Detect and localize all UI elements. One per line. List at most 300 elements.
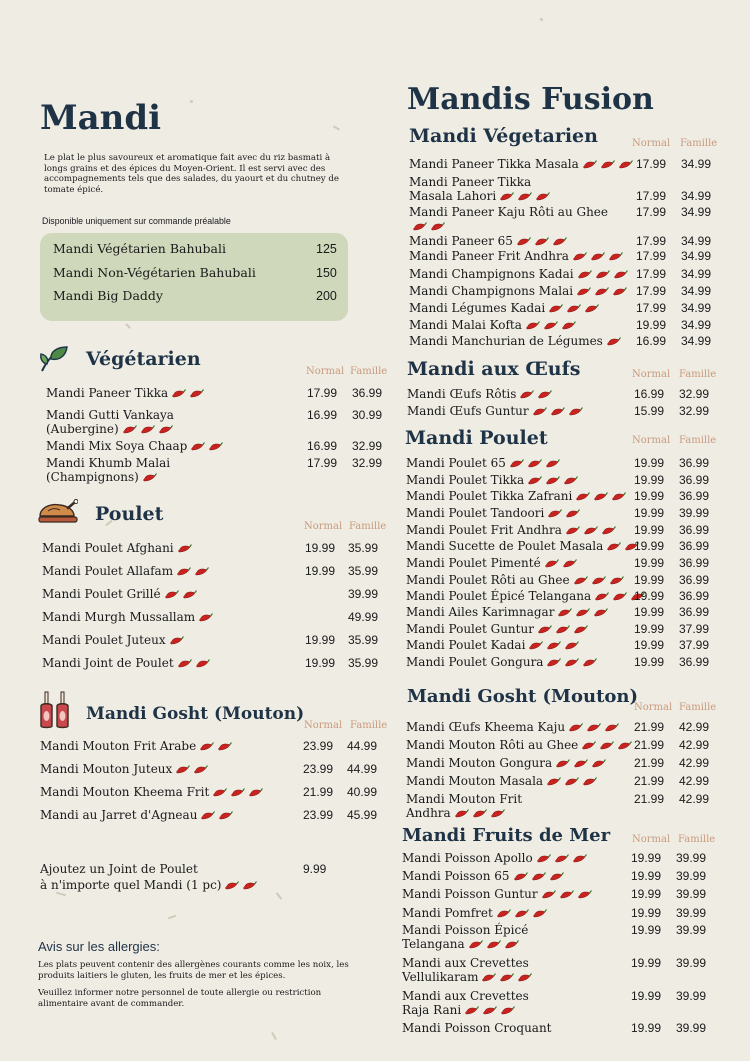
chili-pepper-icon — [546, 476, 560, 485]
chili-pepper-icon — [482, 973, 496, 982]
menu-item — [409, 267, 628, 281]
price-normal: 17.99 — [636, 249, 667, 263]
price-normal: 19.99 — [634, 622, 665, 636]
chili-pepper-icon — [607, 542, 621, 551]
allergy-text-1: Les plats peuvent contenir des allergènes courants comme les noix, les produits laitiers le gluten, les fruits de mer et les épices. — [38, 960, 349, 981]
price-famille: 45.99 — [347, 808, 378, 822]
menu-item-name: Mandi Poulet Frit Andhra — [406, 523, 562, 537]
special-item-price: 125 — [316, 242, 337, 256]
chili-pepper-icon — [195, 567, 209, 576]
chili-pepper-icon — [213, 788, 227, 797]
menu-item-name: Mandi Poisson Apollo — [402, 851, 533, 865]
chili-pepper-icon — [505, 940, 519, 949]
chili-pepper-icon — [141, 425, 155, 434]
price-famille: 39.99 — [676, 1021, 707, 1035]
menu-item-name: Mandi Poulet Épicé Telangana — [406, 589, 592, 603]
menu-item — [42, 633, 184, 647]
chili-pepper-icon — [536, 192, 550, 201]
chili-pepper-icon — [609, 252, 623, 261]
price-normal: 19.99 — [631, 989, 662, 1003]
price-normal: 16.99 — [634, 387, 665, 401]
price-normal: 17.99 — [636, 267, 667, 281]
oeufs-famille-header: Famille — [679, 369, 717, 380]
menu-item — [406, 473, 578, 487]
chili-pepper-icon — [591, 252, 605, 261]
price-famille: 39.99 — [676, 923, 707, 937]
menu-item — [406, 556, 577, 570]
chili-pepper-icon — [172, 389, 186, 398]
menu-item — [409, 234, 567, 248]
price-normal: 16.99 — [307, 408, 338, 422]
chili-pepper-icon — [569, 407, 583, 416]
rveg-famille-header: Famille — [680, 138, 718, 149]
menu-item-name: Mandi Manchurian de Légumes — [409, 334, 603, 348]
chili-pepper-icon — [544, 321, 558, 330]
price-famille: 36.99 — [679, 523, 710, 537]
menu-item — [40, 739, 232, 753]
rgosht-title: Mandi Gosht (Mouton) — [407, 686, 639, 707]
chili-pepper-icon — [619, 160, 633, 169]
price-famille: 42.99 — [679, 738, 710, 752]
chili-pepper-icon — [231, 788, 245, 797]
menu-item-name: Mandi Paneer Tikka Masala — [409, 157, 579, 171]
menu-item — [409, 175, 559, 203]
menu-item-name: Mandi Champignons Malai — [409, 284, 574, 298]
roast-chicken-icon — [38, 498, 78, 528]
chili-pepper-icon — [520, 390, 534, 399]
chili-pepper-icon — [607, 337, 621, 346]
menu-item-name: Mandi Poulet 65 — [406, 456, 506, 470]
chili-pepper-icon — [500, 192, 514, 201]
price-famille: 34.99 — [681, 318, 712, 332]
chili-pepper-icon — [566, 526, 580, 535]
chili-pepper-icon — [548, 509, 562, 518]
chili-pepper-icon — [542, 890, 556, 899]
mer-famille-header: Famille — [678, 834, 716, 845]
chili-pepper-icon — [535, 237, 549, 246]
chili-pepper-icon — [528, 459, 542, 468]
oeufs-normal-header: Normal — [632, 369, 671, 380]
price-normal: 17.99 — [307, 456, 338, 470]
menu-item — [406, 622, 588, 636]
chili-pepper-icon — [565, 777, 579, 786]
menu-item-name: Mandi Khumb Malai (Champignons) — [46, 456, 171, 484]
chili-pepper-icon — [469, 940, 483, 949]
price-normal: 19.99 — [305, 656, 336, 670]
special-item-name: Mandi Big Daddy — [53, 288, 163, 303]
price-famille: 36.99 — [679, 605, 710, 619]
chili-pepper-icon — [483, 1006, 497, 1015]
chili-pepper-icon — [501, 1006, 515, 1015]
price-normal: 17.99 — [307, 386, 338, 400]
paper-fleck — [540, 18, 543, 21]
price-famille: 39.99 — [676, 869, 707, 883]
price-famille: 39.99 — [676, 887, 707, 901]
menu-item — [406, 539, 639, 553]
price-famille: 35.99 — [348, 633, 379, 647]
menu-item — [406, 456, 560, 470]
chili-pepper-icon — [574, 625, 588, 634]
menu-item — [407, 404, 583, 418]
menu-item-name: Mandi Poulet Tikka — [406, 473, 525, 487]
menu-item-name: Mandi Mouton Gongura — [406, 756, 553, 770]
price-famille: 30.99 — [352, 408, 383, 422]
chili-pepper-icon — [585, 304, 599, 313]
price-famille: 42.99 — [679, 792, 710, 806]
price-famille: 32.99 — [679, 404, 710, 418]
menu-item — [407, 387, 552, 401]
chili-pepper-icon — [569, 723, 583, 732]
mandi-description: Le plat le plus savoureux et aromatique fait avec du riz basmati à longs grains et des épices du Moyen-Orient. Il est servi avec des accompagnements tels que des salades, du yaourt et du chutney de tomate épicé. — [44, 153, 339, 195]
chili-pepper-icon — [592, 576, 606, 585]
price-normal: 21.99 — [634, 720, 665, 734]
menu-item — [406, 655, 597, 669]
price-normal: 19.99 — [631, 851, 662, 865]
chili-pepper-icon — [537, 854, 551, 863]
rpoulet-title: Mandi Poulet — [405, 427, 548, 449]
menu-item-name: Mandi Poulet Rôti au Ghee — [406, 573, 570, 587]
chili-pepper-icon — [243, 881, 257, 890]
chili-pepper-icon — [546, 459, 560, 468]
chili-pepper-icon — [576, 492, 590, 501]
chili-pepper-icon — [201, 811, 215, 820]
chili-pepper-icon — [177, 567, 191, 576]
price-normal: 21.99 — [303, 785, 334, 799]
paper-fleck — [125, 323, 131, 329]
lamb-chops-icon — [38, 690, 78, 730]
menu-item — [402, 851, 587, 865]
gosht-famille-header: Famille — [350, 720, 388, 731]
menu-item-name: Mandi Joint de Poulet — [42, 656, 174, 670]
price-famille: 35.99 — [348, 564, 379, 578]
chili-pepper-icon — [191, 442, 205, 451]
oeufs-title: Mandi aux Œufs — [407, 358, 581, 380]
chili-pepper-icon — [558, 608, 572, 617]
special-item-price: 150 — [316, 266, 337, 280]
poulet-famille-header: Famille — [349, 521, 387, 532]
price-famille: 32.99 — [352, 439, 383, 453]
menu-item — [409, 157, 633, 171]
mer-title: Mandi Fruits de Mer — [402, 825, 611, 846]
chili-pepper-icon — [582, 741, 596, 750]
menu-item — [46, 456, 196, 484]
paper-fleck — [190, 100, 193, 103]
menu-item-name: Mandi Paneer Frit Andhra — [409, 249, 569, 263]
price-famille: 39.99 — [679, 506, 710, 520]
poulet-title: Poulet — [95, 503, 164, 525]
chili-pepper-icon — [574, 576, 588, 585]
chili-pepper-icon — [556, 759, 570, 768]
chili-pepper-icon — [553, 237, 567, 246]
chili-pepper-icon — [584, 526, 598, 535]
menu-item-name: Mandi Poulet Pimenté — [406, 556, 541, 570]
chili-pepper-icon — [159, 425, 173, 434]
price-famille: 39.99 — [348, 587, 379, 601]
price-normal: 17.99 — [636, 284, 667, 298]
price-famille: 36.99 — [679, 573, 710, 587]
chili-pepper-icon — [549, 304, 563, 313]
chili-pepper-icon — [592, 759, 606, 768]
menu-item-name: Mandi Malai Kofta — [409, 318, 522, 332]
rgosht-normal-header: Normal — [634, 702, 673, 713]
menu-item — [42, 541, 192, 555]
chili-pepper-icon — [613, 287, 627, 296]
menu-item-name: Mandi au Jarret d'Agneau — [40, 808, 198, 822]
chili-pepper-icon — [601, 160, 615, 169]
chili-pepper-icon — [183, 590, 197, 599]
price-famille: 34.99 — [681, 157, 712, 171]
chili-pepper-icon — [533, 909, 547, 918]
menu-item-name: Mandi Poulet Tikka Zafrani — [406, 489, 573, 503]
chili-pepper-icon — [200, 742, 214, 751]
menu-item-name: Mandi Œufs Rôtis — [407, 387, 517, 401]
special-item-name: Mandi Végétarien Bahubali — [53, 241, 227, 256]
price-famille: 34.99 — [681, 267, 712, 281]
addon-line1: Ajoutez un Joint de Poulet — [40, 862, 198, 876]
price-famille: 37.99 — [679, 622, 710, 636]
price-famille: 39.99 — [676, 989, 707, 1003]
chili-pepper-icon — [562, 321, 576, 330]
menu-item — [402, 923, 542, 951]
menu-item — [406, 523, 616, 537]
price-normal: 19.99 — [631, 869, 662, 883]
price-famille: 42.99 — [679, 720, 710, 734]
price-normal: 16.99 — [636, 334, 667, 348]
price-normal: 23.99 — [303, 762, 334, 776]
price-famille: 42.99 — [679, 756, 710, 770]
chili-pepper-icon — [587, 723, 601, 732]
menu-item — [402, 989, 552, 1017]
chili-pepper-icon — [605, 723, 619, 732]
price-famille: 34.99 — [681, 334, 712, 348]
menu-item-name: Mandi Poisson Croquant — [402, 1021, 552, 1035]
chili-pepper-icon — [556, 625, 570, 634]
menu-item-name: Mandi Paneer Kaju Rôti au Ghee — [409, 205, 609, 219]
menu-item — [406, 489, 626, 503]
price-famille: 32.99 — [679, 387, 710, 401]
chili-pepper-icon — [487, 940, 501, 949]
chili-pepper-icon — [219, 811, 233, 820]
price-normal: 21.99 — [634, 738, 665, 752]
menu-item-name: Mandi Poisson Épicé Telangana — [402, 923, 529, 951]
chili-pepper-icon — [225, 881, 239, 890]
chili-pepper-icon — [600, 741, 614, 750]
chili-pepper-icon — [500, 973, 514, 982]
price-normal: 19.99 — [634, 556, 665, 570]
menu-item-name: Mandi Poulet Guntur — [406, 622, 534, 636]
price-normal: 19.99 — [634, 638, 665, 652]
menu-item-name: Mandi Mouton Masala — [406, 774, 544, 788]
price-famille: 34.99 — [681, 205, 712, 219]
menu-item-name: Mandi Poisson Guntur — [402, 887, 538, 901]
right-title: Mandis Fusion — [407, 82, 654, 117]
menu-item-name: Mandi Sucette de Poulet Masala — [406, 539, 604, 553]
chili-pepper-icon — [618, 741, 632, 750]
price-normal: 19.99 — [634, 539, 665, 553]
chili-pepper-icon — [573, 252, 587, 261]
menu-item — [42, 587, 197, 601]
menu-item — [42, 564, 209, 578]
price-famille: 40.99 — [347, 785, 378, 799]
price-normal: 19.99 — [631, 956, 662, 970]
menu-item-name: Mandi Poulet Juteux — [42, 633, 166, 647]
menu-item-name: Mandi Œufs Kheema Kaju — [406, 720, 566, 734]
price-famille: 34.99 — [681, 189, 712, 203]
chili-pepper-icon — [199, 613, 213, 622]
chili-pepper-icon — [573, 854, 587, 863]
price-normal: 19.99 — [631, 887, 662, 901]
menu-item — [409, 205, 609, 233]
price-famille: 42.99 — [679, 774, 710, 788]
menu-item — [409, 301, 599, 315]
price-normal: 21.99 — [634, 792, 665, 806]
price-famille: 34.99 — [681, 249, 712, 263]
chili-pepper-icon — [518, 973, 532, 982]
veg-title: Végétarien — [86, 348, 201, 370]
menu-item-name: Mandi Champignons Kadai — [409, 267, 574, 281]
menu-item-name: Mandi aux Crevettes Vellulikaram — [402, 956, 529, 984]
price-normal: 19.99 — [634, 605, 665, 619]
chili-pepper-icon — [165, 590, 179, 599]
chili-pepper-icon — [465, 1006, 479, 1015]
paper-fleck — [276, 892, 283, 899]
menu-item-name: Mandi Ailes Karimnagar — [406, 605, 555, 619]
chili-pepper-icon — [612, 492, 626, 501]
menu-item — [406, 506, 580, 520]
chili-pepper-icon — [550, 872, 564, 881]
left-title: Mandi — [40, 98, 162, 138]
chili-pepper-icon — [576, 608, 590, 617]
menu-item-name: Mandi Gutti Vankaya (Aubergine) — [46, 408, 174, 436]
veg-normal-header: Normal — [306, 366, 345, 377]
price-famille: 36.99 — [679, 539, 710, 553]
menu-item-name: Mandi Poulet Tandoori — [406, 506, 545, 520]
chili-pepper-icon — [538, 390, 552, 399]
menu-item-name: Mandi Œufs Guntur — [407, 404, 529, 418]
menu-item-name: Mandi Légumes Kadai — [409, 301, 546, 315]
chili-pepper-icon — [547, 641, 561, 650]
paper-fleck — [56, 892, 66, 897]
chili-pepper-icon — [613, 592, 627, 601]
chili-pepper-icon — [564, 476, 578, 485]
rgosht-famille-header: Famille — [679, 702, 717, 713]
menu-item — [406, 756, 606, 770]
chili-pepper-icon — [515, 909, 529, 918]
menu-item — [40, 762, 208, 776]
rveg-title: Mandi Végetarien — [409, 125, 598, 147]
menu-item-name: Mandi Poisson 65 — [402, 869, 510, 883]
paper-fleck — [168, 915, 176, 920]
chili-pepper-icon — [529, 641, 543, 650]
price-normal: 15.99 — [634, 404, 665, 418]
chili-pepper-icon — [473, 809, 487, 818]
price-famille: 36.99 — [352, 386, 383, 400]
menu-item-name: Mandi Paneer Tikka Masala Lahori — [409, 175, 532, 203]
special-item-name: Mandi Non-Végétarien Bahubali — [53, 265, 256, 280]
chili-pepper-icon — [526, 321, 540, 330]
allergy-text-2: Veuillez informer notre personnel de toute allergie ou restriction alimentaire avant de commander. — [38, 988, 322, 1009]
price-normal: 19.99 — [305, 541, 336, 555]
chili-pepper-icon — [578, 270, 592, 279]
chili-pepper-icon — [528, 476, 542, 485]
menu-item — [406, 605, 608, 619]
price-famille: 36.99 — [679, 556, 710, 570]
price-normal: 19.99 — [631, 923, 662, 937]
chili-pepper-icon — [595, 287, 609, 296]
menu-item-name: Mandi Mouton Juteux — [40, 762, 173, 776]
rpoulet-normal-header: Normal — [632, 435, 671, 446]
price-famille: 36.99 — [679, 655, 710, 669]
special-item-price: 200 — [316, 289, 337, 303]
menu-item — [406, 589, 645, 603]
menu-item — [406, 792, 526, 820]
price-famille: 37.99 — [679, 638, 710, 652]
price-famille: 39.99 — [676, 906, 707, 920]
price-famille: 49.99 — [348, 610, 379, 624]
price-normal: 19.99 — [634, 655, 665, 669]
chili-pepper-icon — [514, 872, 528, 881]
poulet-normal-header: Normal — [304, 521, 343, 532]
price-normal: 19.99 — [636, 318, 667, 332]
menu-item — [409, 318, 576, 332]
menu-item — [409, 284, 627, 298]
price-famille: 34.99 — [681, 301, 712, 315]
chili-pepper-icon — [566, 509, 580, 518]
price-normal: 19.99 — [634, 506, 665, 520]
price-normal: 19.99 — [634, 573, 665, 587]
price-normal: 21.99 — [634, 774, 665, 788]
price-normal: 19.99 — [634, 523, 665, 537]
price-normal: 21.99 — [634, 756, 665, 770]
chili-pepper-icon — [491, 809, 505, 818]
menu-item-name: Mandi Mix Soya Chaap — [46, 439, 188, 453]
chili-pepper-icon — [497, 909, 511, 918]
menu-item-name: Mandi Poulet Grillé — [42, 587, 161, 601]
price-famille: 36.99 — [679, 456, 710, 470]
menu-item — [406, 738, 632, 752]
chili-pepper-icon — [565, 658, 579, 667]
chili-pepper-icon — [143, 473, 157, 482]
menu-item — [406, 720, 619, 734]
chili-pepper-icon — [190, 389, 204, 398]
price-famille: 36.99 — [679, 473, 710, 487]
menu-item-name: Mandi Mouton Kheema Frit — [40, 785, 210, 799]
menu-item — [402, 887, 592, 901]
mer-normal-header: Normal — [632, 834, 671, 845]
availability-note: Disponible uniquement sur commande préalable — [42, 216, 231, 226]
price-normal: 19.99 — [305, 633, 336, 647]
menu-item-name: Mandi Poulet Afghani — [42, 541, 174, 555]
veg-famille-header: Famille — [350, 366, 388, 377]
menu-item — [402, 869, 564, 883]
price-normal: 17.99 — [636, 205, 667, 219]
menu-item-name: Mandi Mouton Rôti au Ghee — [406, 738, 579, 752]
chili-pepper-icon — [594, 492, 608, 501]
price-normal: 19.99 — [634, 589, 665, 603]
chili-pepper-icon — [431, 222, 445, 231]
price-famille: 36.99 — [679, 489, 710, 503]
price-normal: 17.99 — [636, 157, 667, 171]
menu-item — [40, 785, 263, 799]
price-famille: 32.99 — [352, 456, 383, 470]
paper-fleck — [333, 125, 340, 130]
menu-item-name: Mandi Poulet Kadai — [406, 638, 526, 652]
chili-pepper-icon — [455, 809, 469, 818]
price-famille: 39.99 — [676, 851, 707, 865]
chili-pepper-icon — [563, 559, 577, 568]
chili-pepper-icon — [209, 442, 223, 451]
chili-pepper-icon — [194, 765, 208, 774]
